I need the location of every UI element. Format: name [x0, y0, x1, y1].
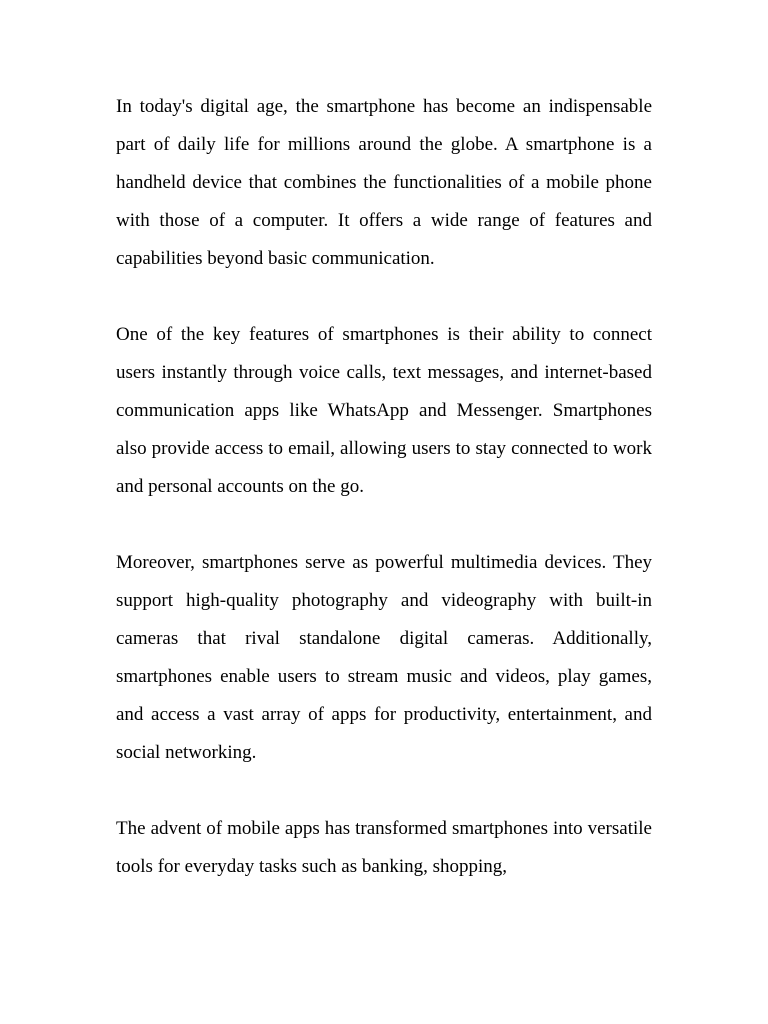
document-page: [116, 88, 652, 886]
paragraph-apps: The advent of mobile apps has transformed smartphones into versatile tools for everyday tasks such as banking, shopping,: [116, 818, 652, 877]
paragraph-intro: In today's digital age, the smartphone has become an indispensable part of daily life for millions around the globe. A smartphone is a handheld device that combines the functionalities of a mobile phone with those of a computer. It offers a wide range of features and capabilities beyond basic communication.: [116, 96, 652, 269]
paragraph-communication: One of the key features of smartphones is their ability to connect users instantly through voice calls, text messages, and internet-based communication apps like WhatsApp and Messenger. Smartphones also provide access to email, allowing users to stay connected to work and personal accounts on the go.: [116, 324, 652, 497]
paragraph-multimedia: Moreover, smartphones serve as powerful multimedia devices. They support high-quality photography and videography with built-in cameras that rival standalone digital cameras. Additionally, smartphones enable users to stream music and videos, play games, and access a vast array of apps for productivity, entertainment, and social networking.: [116, 552, 652, 763]
